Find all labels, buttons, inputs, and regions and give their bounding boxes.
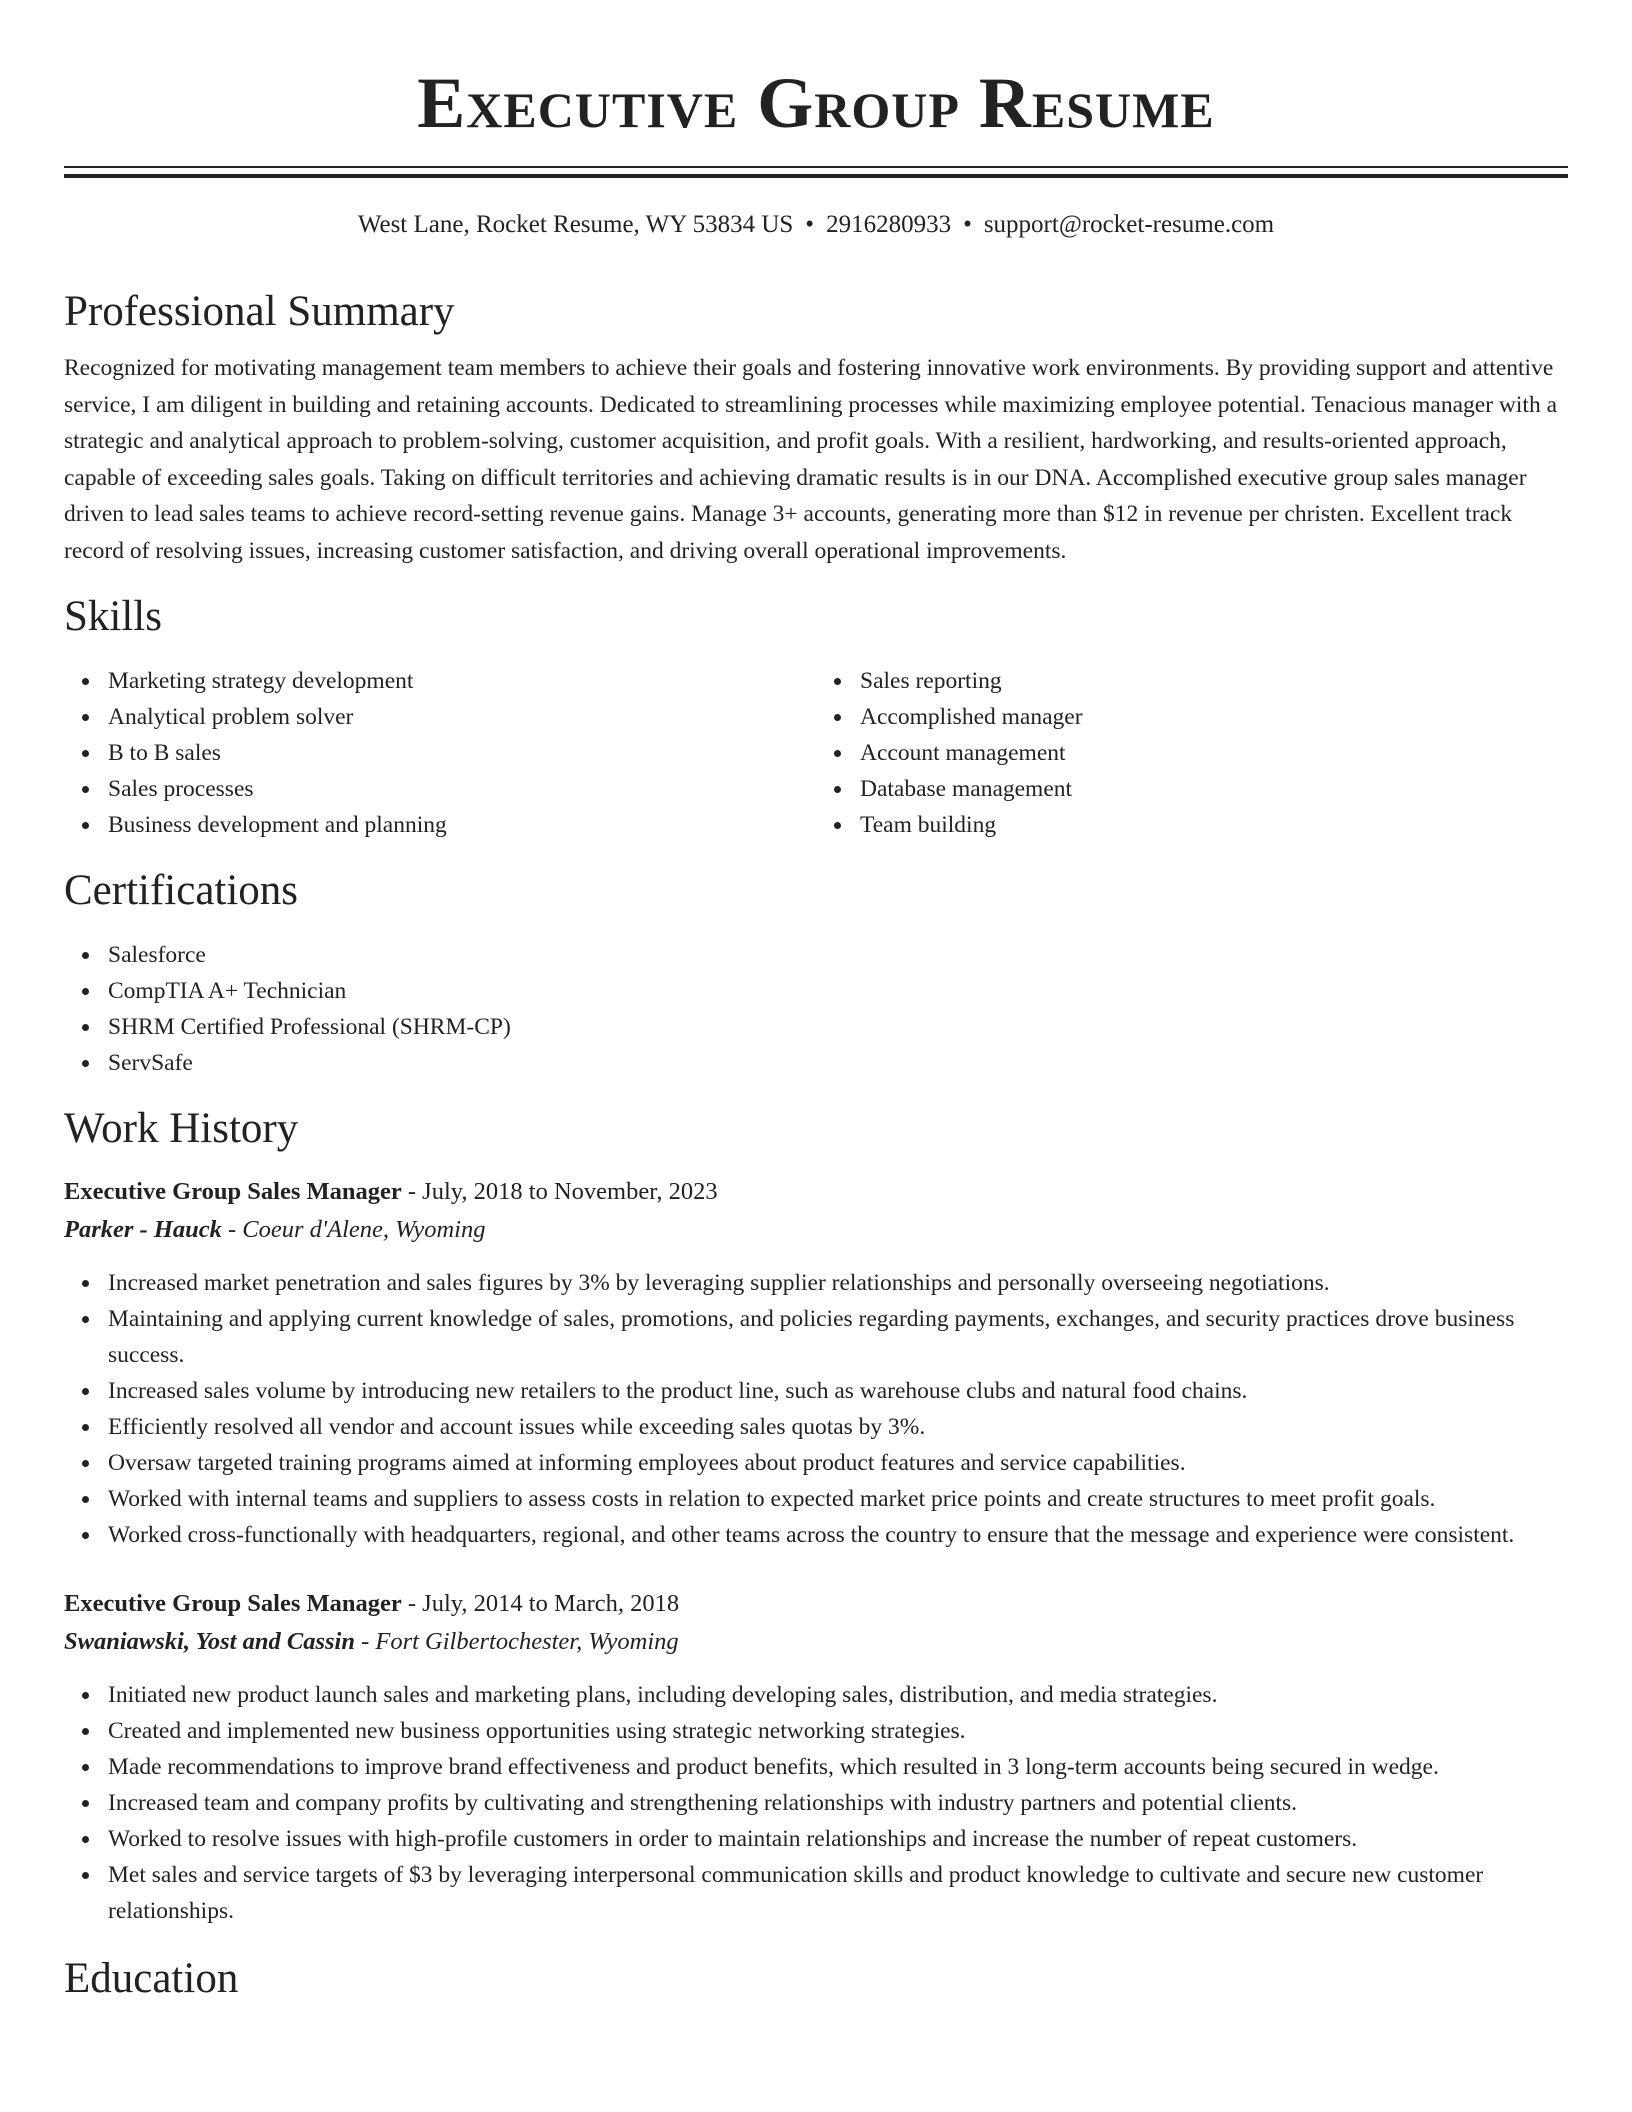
certifications-section <box>64 865 1568 1081</box>
job-entry <box>64 1173 1568 1553</box>
job-bullets <box>64 1265 1568 1553</box>
certifications-list <box>64 937 1568 1081</box>
list-item: Salesforce <box>108 937 1568 973</box>
list-item: Maintaining and applying current knowledge of sales, promotions, and policies regarding payments, exchanges, and security practices drove business success. <box>108 1301 1568 1373</box>
list-item: Worked with internal teams and suppliers to assess costs in relation to expected market price points and create structures to meet profit goals. <box>108 1481 1568 1517</box>
summary-section <box>64 286 1568 569</box>
contact-line <box>64 208 1568 242</box>
skills-columns <box>64 663 1568 843</box>
list-item: B to B sales <box>108 735 816 771</box>
list-item: Team building <box>860 807 1568 843</box>
list-item: Worked cross-functionally with headquarters, regional, and other teams across the country to ensure that the message and experience were consistent. <box>108 1517 1568 1553</box>
job-title-line <box>64 1585 1568 1623</box>
job-location: - Coeur d'Alene, Wyoming <box>221 1216 486 1243</box>
skills-heading: Skills <box>64 593 162 640</box>
job-company: Parker - Hauck <box>64 1216 222 1243</box>
list-item: Database management <box>860 771 1568 807</box>
contact-separator: • <box>805 211 815 238</box>
list-item: Efficiently resolved all vendor and account issues while exceeding sales quotas by 3%. <box>108 1409 1568 1445</box>
education-heading: Education <box>64 1955 239 2002</box>
list-item: Created and implemented new business opportunities using strategic networking strategies. <box>108 1713 1568 1749</box>
certifications-heading: Certifications <box>64 867 299 914</box>
summary-text: Recognized for motivating management team members to achieve their goals and fostering innovative work environments. By providing support and attentive service, I am diligent in building and retaining accounts. Dedicated to streamlining processes while maximizing employee potential. Tenacious manager with a strategic and analytical approach to problem-solving, customer acquisition, and profit goals. With a resilient, hardworking, and results-oriented approach, capable of exceeding sales goals. Taking on difficult territories and achieving dramatic results is in our DNA. Accomplished executive group sales manager driven to lead sales teams to achieve record-setting revenue gains. Manage 3+ accounts, generating more than $12 in revenue per christen. Excellent track record of resolving issues, increasing customer satisfaction, and driving overall operational improvements. <box>64 355 1557 564</box>
list-item: Worked to resolve issues with high-profile customers in order to maintain relationships and increase the number of repeat customers. <box>108 1821 1568 1857</box>
list-item: Increased team and company profits by cultivating and strengthening relationships with industry partners and potential clients. <box>108 1785 1568 1821</box>
job-title: Executive Group Sales Manager <box>64 1178 402 1205</box>
contact-separator: • <box>963 211 972 238</box>
list-item: ServSafe <box>108 1045 1568 1081</box>
job-company-line <box>64 1211 1568 1249</box>
list-item: SHRM Certified Professional (SHRM-CP) <box>108 1009 1568 1045</box>
list-item: Made recommendations to improve brand effectiveness and product benefits, which resulted in 3 long-term accounts being secured in wedge. <box>108 1749 1568 1785</box>
skills-list-right <box>816 663 1568 843</box>
contact-email: support@rocket-resume.com <box>983 211 1275 238</box>
list-item: Increased sales volume by introducing new retailers to the product line, such as warehouse clubs and natural food chains. <box>108 1373 1568 1409</box>
contact-address: West Lane, Rocket Resume, WY 53834 US <box>357 211 794 238</box>
list-item: Sales processes <box>108 771 816 807</box>
list-item: Sales reporting <box>860 663 1568 699</box>
list-item: Accomplished manager <box>860 699 1568 735</box>
list-item: Business development and planning <box>108 807 816 843</box>
education-section <box>64 1953 1568 2005</box>
job-entry <box>64 1585 1568 1929</box>
summary-heading: Professional Summary <box>64 288 455 335</box>
list-item: Analytical problem solver <box>108 699 816 735</box>
job-location: - Fort Gilbertochester, Wyoming <box>354 1628 679 1655</box>
job-dates: - July, 2014 to March, 2018 <box>401 1590 680 1617</box>
list-item: Met sales and service targets of $3 by leveraging interpersonal communication skills and product knowledge to cultivate and secure new customer relationships. <box>108 1857 1568 1929</box>
skills-list-left <box>64 663 816 843</box>
title-divider-thin <box>64 166 1568 168</box>
skills-section <box>64 591 1568 843</box>
job-dates: - July, 2018 to November, 2023 <box>401 1178 718 1205</box>
list-item: Oversaw targeted training programs aimed at informing employees about product features and service capabilities. <box>108 1445 1568 1481</box>
jobs-container <box>64 1173 1568 1929</box>
contact-phone: 2916280933 <box>826 211 952 238</box>
list-item: Marketing strategy development <box>108 663 816 699</box>
list-item: Increased market penetration and sales figures by 3% by leveraging supplier relationships and personally overseeing negotiations. <box>108 1265 1568 1301</box>
job-bullets <box>64 1677 1568 1929</box>
resume-page <box>64 0 1568 2005</box>
job-company: Swaniawski, Yost and Cassin <box>64 1628 355 1655</box>
list-item: Account management <box>860 735 1568 771</box>
resume-title: Executive Group Resume <box>417 63 1215 143</box>
work-history-section <box>64 1103 1568 1929</box>
job-title-line <box>64 1173 1568 1211</box>
job-company-line <box>64 1623 1568 1661</box>
title-divider-thick <box>64 174 1568 178</box>
list-item: CompTIA A+ Technician <box>108 973 1568 1009</box>
list-item: Initiated new product launch sales and marketing plans, including developing sales, distribution, and media strategies. <box>108 1677 1568 1713</box>
job-title: Executive Group Sales Manager <box>64 1590 402 1617</box>
work-history-heading: Work History <box>64 1105 299 1152</box>
